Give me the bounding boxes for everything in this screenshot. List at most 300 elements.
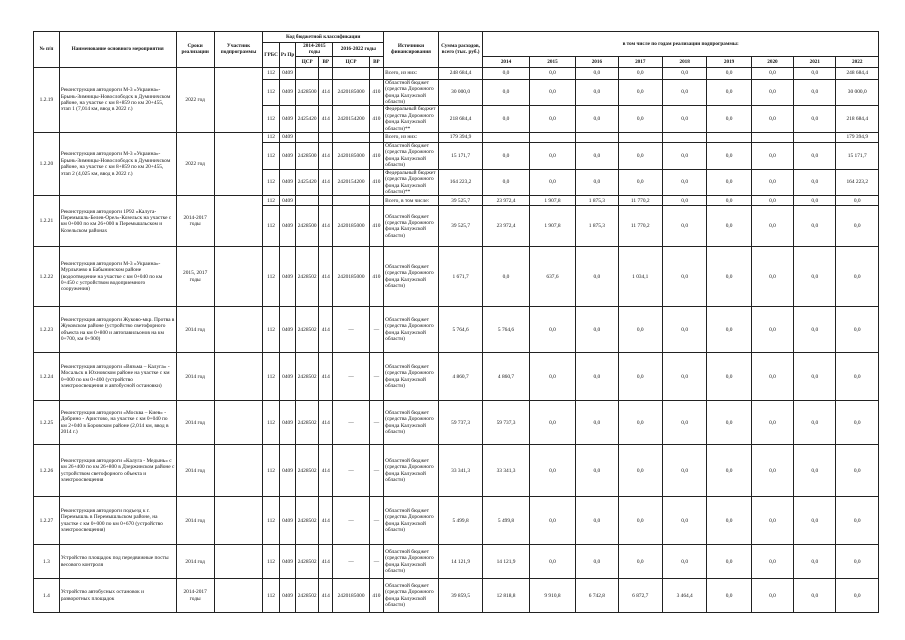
cell-year-value: 0,0 <box>707 169 751 196</box>
table-row <box>34 545 879 579</box>
cell-grbs: 112 <box>263 353 280 401</box>
header-participant: Участник подпрограммы <box>214 32 263 68</box>
cell-csr-1: 2428502 <box>296 579 319 613</box>
cell-vr-1: 414 <box>319 445 333 497</box>
cell-year-value: 1 034,1 <box>618 247 662 307</box>
row-participant <box>214 67 263 132</box>
cell-csr-2: 2420185000 <box>333 579 369 613</box>
cell-sum: 5 499,8 <box>438 497 482 545</box>
cell-year-value: 11 770,2 <box>618 196 662 206</box>
cell-year-value: 0,0 <box>662 143 706 170</box>
cell-csr-2: — <box>333 497 369 545</box>
header-csr-2: ЦСР <box>333 56 369 67</box>
table-body <box>34 67 879 613</box>
cell-year-value: 0,0 <box>707 79 751 106</box>
cell-year-value: 0,0 <box>836 353 879 401</box>
cell-source: Областной бюджет (средства Дорожного фонда Калужской области) <box>384 143 439 170</box>
cell-year-value: 179 394,9 <box>836 133 879 143</box>
cell-csr-1: 2428502 <box>296 401 319 445</box>
header-vr-2: ВР <box>369 56 384 67</box>
row-terms: 2014 год <box>176 497 214 545</box>
row-measure-name: Реконструкция автодороги «Калуга - Медынь» с км 26+400 по км 26+800 в Дзержинском районе с устройством светофорного объекта и электроосвещения <box>59 445 176 497</box>
cell-source: Федеральный бюджет (средства Дорожного фонда Калужской области)** <box>384 169 439 196</box>
cell-vr-2 <box>369 67 384 79</box>
cell-year-value <box>618 133 662 143</box>
cell-csr-2: 2420185000 <box>333 247 369 307</box>
cell-year-value: 0,0 <box>794 353 836 401</box>
cell-vr-1: 414 <box>319 307 333 353</box>
cell-csr-2: — <box>333 353 369 401</box>
cell-source: Областной бюджет (средства Дорожного фонда Калужской области) <box>384 247 439 307</box>
cell-grbs: 112 <box>263 579 280 613</box>
cell-year-value: 637,6 <box>529 247 575 307</box>
row-measure-name: Реконструкция автодороги «Вязьма – Калуга» - Мосальск в Юхновском районе на участке с км 0+000 по км 0+400 (устройство электроосвещения и автобусной остановки) <box>59 353 176 401</box>
cell-csr-1: 2428502 <box>296 445 319 497</box>
cell-year-value: 3 464,4 <box>662 579 706 613</box>
cell-source: Всего, в том числе: <box>384 196 439 206</box>
row-terms: 2022 год <box>176 133 214 196</box>
cell-year-value: 0,0 <box>618 79 662 106</box>
cell-year-value: 0,0 <box>707 247 751 307</box>
cell-rzpr: 0409 <box>279 106 296 133</box>
header-years-caption: в том числе по годам реализации подпрограммы: <box>483 32 879 57</box>
cell-csr-2: 2420185000 <box>333 143 369 170</box>
cell-year-value: 5 499,8 <box>483 497 529 545</box>
cell-csr-1: 2428502 <box>296 497 319 545</box>
cell-year-value: 0,0 <box>751 206 793 247</box>
cell-grbs: 112 <box>263 79 280 106</box>
cell-sum: 1 671,7 <box>438 247 482 307</box>
cell-grbs: 112 <box>263 143 280 170</box>
table-row <box>34 579 879 613</box>
cell-year-value: 0,0 <box>529 79 575 106</box>
cell-vr-2: — <box>369 353 384 401</box>
row-participant <box>214 401 263 445</box>
cell-year-value: 0,0 <box>662 307 706 353</box>
cell-year-value: 0,0 <box>618 445 662 497</box>
row-measure-name: Устройство площадок под передвижные посты весового контроля <box>59 545 176 579</box>
cell-csr-1: 2428500 <box>296 143 319 170</box>
cell-source: Всего, из них: <box>384 67 439 79</box>
cell-year-value: 0,0 <box>662 106 706 133</box>
row-number: 1.4 <box>34 579 60 613</box>
cell-vr-2: — <box>369 307 384 353</box>
cell-vr-1: 414 <box>319 545 333 579</box>
table-row <box>34 445 879 497</box>
cell-vr-2: 410 <box>369 106 384 133</box>
cell-year-value: 6 872,7 <box>618 579 662 613</box>
cell-year-value <box>576 133 618 143</box>
table-row <box>34 307 879 353</box>
cell-csr-2 <box>333 133 369 143</box>
row-number: 1.2.23 <box>34 307 60 353</box>
cell-vr-1: 414 <box>319 106 333 133</box>
row-number: 1.2.24 <box>34 353 60 401</box>
cell-vr-2: 410 <box>369 206 384 247</box>
cell-csr-2: 2420185000 <box>333 79 369 106</box>
cell-year-value: 0,0 <box>707 401 751 445</box>
cell-year-value: 0,0 <box>576 353 618 401</box>
cell-year-value: 0,0 <box>529 353 575 401</box>
cell-year-value: 11 770,2 <box>618 206 662 247</box>
cell-year-value <box>707 133 751 143</box>
cell-year-value: 218 684,4 <box>836 106 879 133</box>
table-row <box>34 353 879 401</box>
row-terms: 2014 год <box>176 545 214 579</box>
cell-grbs: 112 <box>263 545 280 579</box>
cell-year-value: 0,0 <box>836 196 879 206</box>
cell-year-value: 0,0 <box>794 169 836 196</box>
cell-vr-2: 410 <box>369 169 384 196</box>
cell-year-value: 0,0 <box>707 497 751 545</box>
cell-csr-2: 2420154200 <box>333 169 369 196</box>
header-year: 2016 <box>576 56 618 67</box>
cell-year-value: 0,0 <box>751 545 793 579</box>
cell-year-value <box>751 133 793 143</box>
header-grbs: ГРБС <box>263 43 280 68</box>
cell-csr-2: 2420185000 <box>333 206 369 247</box>
cell-year-value: 59 737,3 <box>483 401 529 445</box>
header-year: 2017 <box>618 56 662 67</box>
cell-year-value: 0,0 <box>662 79 706 106</box>
cell-year-value: 0,0 <box>618 67 662 79</box>
cell-rzpr: 0409 <box>279 401 296 445</box>
cell-year-value <box>483 133 529 143</box>
cell-csr-2: — <box>333 401 369 445</box>
cell-year-value: 0,0 <box>483 169 529 196</box>
cell-year-value: 0,0 <box>707 445 751 497</box>
header-sources: Источники финансирования <box>384 32 439 68</box>
header-year: 2022 <box>836 56 879 67</box>
row-participant <box>214 353 263 401</box>
cell-year-value: 0,0 <box>483 247 529 307</box>
cell-rzpr: 0409 <box>279 67 296 79</box>
cell-vr-1 <box>319 133 333 143</box>
row-terms: 2014-2017 годы <box>176 196 214 247</box>
cell-vr-1: 414 <box>319 497 333 545</box>
cell-grbs: 112 <box>263 169 280 196</box>
cell-csr-1: 2428502 <box>296 247 319 307</box>
cell-csr-1: 2425420 <box>296 106 319 133</box>
cell-year-value: 0,0 <box>836 545 879 579</box>
cell-year-value: 0,0 <box>618 401 662 445</box>
cell-vr-2 <box>369 133 384 143</box>
header-year: 2018 <box>662 56 706 67</box>
cell-grbs: 112 <box>263 445 280 497</box>
cell-year-value: 0,0 <box>483 106 529 133</box>
cell-vr-1: 414 <box>319 353 333 401</box>
cell-year-value: 0,0 <box>751 401 793 445</box>
row-terms: 2014 год <box>176 401 214 445</box>
table-row <box>34 196 879 206</box>
row-participant <box>214 307 263 353</box>
cell-year-value: 5 764,6 <box>483 307 529 353</box>
header-period-1: 2014-2015 годы <box>296 43 333 57</box>
cell-year-value <box>794 133 836 143</box>
cell-vr-1 <box>319 67 333 79</box>
cell-csr-2: — <box>333 445 369 497</box>
cell-rzpr: 0409 <box>279 79 296 106</box>
cell-year-value: 0,0 <box>836 307 879 353</box>
row-measure-name: Реконструкция автодороги Жуково-мкр. Протва в Жуковском районе (устройство светофорного объекта на км 0+800 и автопавильонов на км 0+700, км 0+900) <box>59 307 176 353</box>
row-terms: 2022 год <box>176 67 214 132</box>
cell-rzpr: 0409 <box>279 169 296 196</box>
cell-sum: 33 341,3 <box>438 445 482 497</box>
header-num: № п/п <box>34 32 60 68</box>
cell-source: Областной бюджет (средства Дорожного фонда Калужской области) <box>384 79 439 106</box>
cell-grbs: 112 <box>263 247 280 307</box>
cell-year-value: 0,0 <box>707 196 751 206</box>
cell-vr-2: 410 <box>369 579 384 613</box>
header-sum: Сумма расходов, всего (тыс. руб.) <box>438 32 482 68</box>
cell-year-value: 23 972,4 <box>483 206 529 247</box>
cell-year-value: 0,0 <box>707 67 751 79</box>
cell-csr-1 <box>296 133 319 143</box>
cell-year-value: 1 907,8 <box>529 206 575 247</box>
cell-year-value: 0,0 <box>662 67 706 79</box>
cell-year-value: 0,0 <box>836 206 879 247</box>
cell-year-value: 0,0 <box>529 497 575 545</box>
cell-year-value: 0,0 <box>483 143 529 170</box>
cell-csr-1: 2428502 <box>296 545 319 579</box>
cell-year-value: 0,0 <box>529 169 575 196</box>
cell-vr-2 <box>369 196 384 206</box>
cell-year-value: 0,0 <box>529 67 575 79</box>
cell-year-value: 0,0 <box>618 169 662 196</box>
cell-year-value: 0,0 <box>576 401 618 445</box>
cell-year-value: 0,0 <box>662 401 706 445</box>
cell-year-value: 0,0 <box>662 206 706 247</box>
row-measure-name: Реконструкция автодороги «Москва – Киев» - Добрино - Аристово, на участке с км 0+040 по км 2+040 в Боровском районе (2,014 км, ввод в 2014 г.) <box>59 401 176 445</box>
row-participant <box>214 196 263 247</box>
cell-year-value: 33 341,3 <box>483 445 529 497</box>
cell-sum: 39 525,7 <box>438 196 482 206</box>
cell-year-value: 0,0 <box>751 497 793 545</box>
cell-csr-2: 2420154200 <box>333 106 369 133</box>
cell-year-value: 14 121,9 <box>483 545 529 579</box>
cell-csr-1 <box>296 196 319 206</box>
row-number: 1.2.22 <box>34 247 60 307</box>
cell-year-value: 23 972,4 <box>483 196 529 206</box>
cell-grbs: 112 <box>263 307 280 353</box>
cell-csr-1: 2428502 <box>296 307 319 353</box>
cell-vr-2: — <box>369 401 384 445</box>
table-row <box>34 497 879 545</box>
cell-csr-1: 2425420 <box>296 169 319 196</box>
cell-vr-1: 414 <box>319 206 333 247</box>
cell-year-value: 6 742,8 <box>576 579 618 613</box>
cell-year-value: 9 910,8 <box>529 579 575 613</box>
row-terms: 2014-2017 годы <box>176 579 214 613</box>
cell-year-value: 0,0 <box>576 307 618 353</box>
cell-year-value: 0,0 <box>707 545 751 579</box>
cell-grbs: 112 <box>263 133 280 143</box>
header-name: Наименование основного мероприятия <box>59 32 176 68</box>
cell-rzpr: 0409 <box>279 247 296 307</box>
cell-year-value: 0,0 <box>529 143 575 170</box>
cell-csr-1: 2428502 <box>296 353 319 401</box>
cell-vr-2: — <box>369 545 384 579</box>
cell-year-value: 0,0 <box>707 579 751 613</box>
cell-year-value: 0,0 <box>794 196 836 206</box>
cell-year-value: 0,0 <box>662 545 706 579</box>
row-participant <box>214 579 263 613</box>
header-csr-1: ЦСР <box>296 56 319 67</box>
header-year: 2020 <box>751 56 793 67</box>
row-terms: 2014 год <box>176 307 214 353</box>
cell-year-value: 0,0 <box>529 307 575 353</box>
cell-grbs: 112 <box>263 497 280 545</box>
cell-year-value: 0,0 <box>794 143 836 170</box>
cell-year-value: 0,0 <box>794 106 836 133</box>
row-measure-name: Реконструкция автодороги 1Р92 «Калуга-Перемышль-Белев-Орел»-Козельск на участке с км 0+000 по км 26+000 в Перемышльском и Козельском районах <box>59 196 176 247</box>
row-participant <box>214 247 263 307</box>
cell-year-value: 15 171,7 <box>836 143 879 170</box>
cell-year-value: 0,0 <box>483 67 529 79</box>
cell-vr-2: 410 <box>369 79 384 106</box>
cell-year-value: 0,0 <box>751 67 793 79</box>
row-terms: 2014 год <box>176 353 214 401</box>
cell-year-value: 0,0 <box>751 106 793 133</box>
cell-grbs: 112 <box>263 401 280 445</box>
row-number: 1.2.27 <box>34 497 60 545</box>
cell-source: Областной бюджет (средства Дорожного фонда Калужской области) <box>384 206 439 247</box>
cell-year-value: 0,0 <box>794 206 836 247</box>
header-period-2: 2016-2022 годы <box>333 43 384 57</box>
cell-rzpr: 0409 <box>279 143 296 170</box>
cell-year-value: 248 684,4 <box>836 67 879 79</box>
cell-year-value: 0,0 <box>751 79 793 106</box>
cell-source: Областной бюджет (средства Дорожного фонда Калужской области) <box>384 579 439 613</box>
cell-year-value: 0,0 <box>576 247 618 307</box>
cell-source: Областной бюджет (средства Дорожного фонда Калужской области) <box>384 497 439 545</box>
cell-year-value: 0,0 <box>576 545 618 579</box>
cell-grbs: 112 <box>263 196 280 206</box>
row-terms: 2015, 2017 годы <box>176 247 214 307</box>
cell-year-value: 0,0 <box>576 106 618 133</box>
row-measure-name: Устройство автобусных остановок и разворотных площадок <box>59 579 176 613</box>
cell-rzpr: 0409 <box>279 206 296 247</box>
cell-rzpr: 0409 <box>279 497 296 545</box>
cell-year-value: 0,0 <box>836 497 879 545</box>
cell-rzpr: 0409 <box>279 353 296 401</box>
table-header <box>34 32 879 68</box>
table-row <box>34 401 879 445</box>
cell-year-value: 0,0 <box>662 169 706 196</box>
row-participant <box>214 445 263 497</box>
cell-vr-1: 414 <box>319 143 333 170</box>
header-year: 2015 <box>529 56 575 67</box>
row-measure-name: Реконструкция автодороги М-3 «Украина»-Мурлычево в Бабынинском районе (водоотведение на участке с км 0+040 по км 0+450 с устройством водоприемного сооружения) <box>59 247 176 307</box>
cell-sum: 39 859,5 <box>438 579 482 613</box>
cell-csr-2 <box>333 67 369 79</box>
cell-vr-1 <box>319 196 333 206</box>
cell-year-value: 0,0 <box>618 353 662 401</box>
cell-sum: 4 860,7 <box>438 353 482 401</box>
cell-source: Областной бюджет (средства Дорожного фонда Калужской области) <box>384 353 439 401</box>
cell-vr-1: 414 <box>319 579 333 613</box>
cell-source: Областной бюджет (средства Дорожного фонда Калужской области) <box>384 307 439 353</box>
cell-year-value: 0,0 <box>751 353 793 401</box>
cell-year-value: 0,0 <box>618 106 662 133</box>
cell-year-value: 0,0 <box>618 143 662 170</box>
cell-source: Федеральный бюджет (средства Дорожного фонда Калужской области)** <box>384 106 439 133</box>
cell-year-value: 0,0 <box>751 169 793 196</box>
table-row <box>34 67 879 79</box>
cell-year-value: 1 907,8 <box>529 196 575 206</box>
cell-year-value: 0,0 <box>751 445 793 497</box>
cell-vr-2: — <box>369 445 384 497</box>
cell-year-value: 0,0 <box>794 497 836 545</box>
header-terms: Сроки реализации <box>176 32 214 68</box>
cell-csr-1: 2428500 <box>296 206 319 247</box>
cell-year-value: 0,0 <box>794 247 836 307</box>
cell-year-value: 164 223,2 <box>836 169 879 196</box>
cell-rzpr: 0409 <box>279 196 296 206</box>
cell-sum: 30 000,0 <box>438 79 482 106</box>
cell-grbs: 112 <box>263 106 280 133</box>
header-year: 2019 <box>707 56 751 67</box>
cell-year-value: 12 818,8 <box>483 579 529 613</box>
cell-sum: 179 394,9 <box>438 133 482 143</box>
header-rzpr: Рз Пр <box>279 43 296 68</box>
cell-year-value: 0,0 <box>836 401 879 445</box>
cell-csr-2: — <box>333 307 369 353</box>
cell-year-value: 0,0 <box>707 206 751 247</box>
table-row <box>34 133 879 143</box>
cell-year-value: 0,0 <box>794 67 836 79</box>
cell-year-value: 1 875,3 <box>576 196 618 206</box>
cell-year-value: 0,0 <box>836 247 879 307</box>
cell-rzpr: 0409 <box>279 545 296 579</box>
header-budget-code: Код бюджетной классификации <box>263 32 384 43</box>
header-vr-1: ВР <box>319 56 333 67</box>
cell-year-value: 0,0 <box>707 353 751 401</box>
cell-year-value: 0,0 <box>576 445 618 497</box>
cell-year-value: 0,0 <box>662 353 706 401</box>
row-number: 1.2.25 <box>34 401 60 445</box>
cell-vr-1: 414 <box>319 169 333 196</box>
row-number: 1.3 <box>34 545 60 579</box>
header-year: 2014 <box>483 56 529 67</box>
budget-table <box>33 31 879 613</box>
cell-year-value: 0,0 <box>483 79 529 106</box>
cell-sum: 59 737,3 <box>438 401 482 445</box>
cell-year-value: 0,0 <box>618 497 662 545</box>
cell-sum: 248 684,4 <box>438 67 482 79</box>
row-number: 1.2.19 <box>34 67 60 132</box>
cell-year-value: 0,0 <box>662 497 706 545</box>
row-participant <box>214 497 263 545</box>
cell-year-value <box>529 133 575 143</box>
cell-year-value: 0,0 <box>529 445 575 497</box>
cell-vr-1: 414 <box>319 401 333 445</box>
cell-year-value: 30 000,0 <box>836 79 879 106</box>
cell-rzpr: 0409 <box>279 307 296 353</box>
cell-year-value: 0,0 <box>529 106 575 133</box>
cell-year-value: 0,0 <box>662 196 706 206</box>
cell-year-value: 0,0 <box>794 79 836 106</box>
cell-year-value: 0,0 <box>836 445 879 497</box>
cell-year-value: 0,0 <box>707 106 751 133</box>
cell-year-value: 0,0 <box>529 545 575 579</box>
cell-year-value: 0,0 <box>751 247 793 307</box>
row-measure-name: Реконструкция автодороги подъезд к г. Перемышль в Перемышльском районе, на участке с км 0+000 по км 0+670 (устройство электроосвещения) <box>59 497 176 545</box>
header-year: 2021 <box>794 56 836 67</box>
cell-sum: 5 764,6 <box>438 307 482 353</box>
cell-year-value: 4 860,7 <box>483 353 529 401</box>
cell-sum: 39 525,7 <box>438 206 482 247</box>
